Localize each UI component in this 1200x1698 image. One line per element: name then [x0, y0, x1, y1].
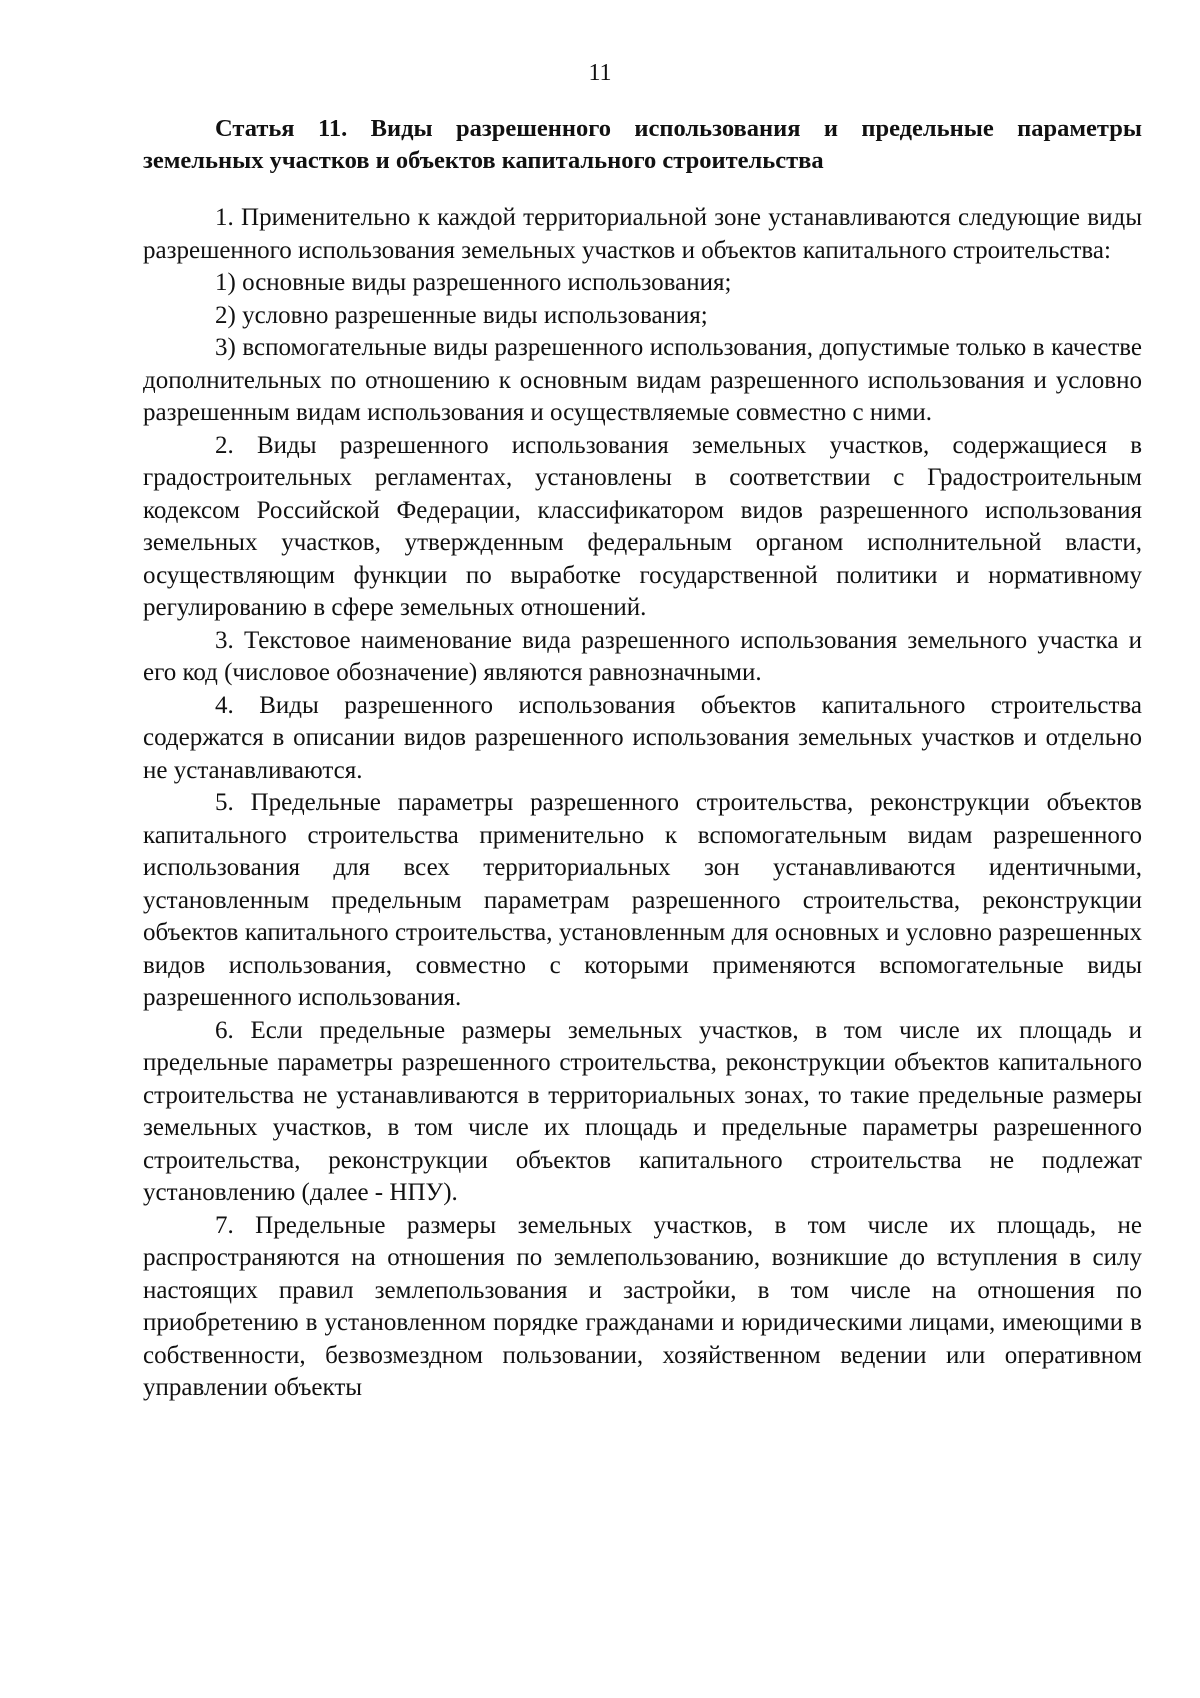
article-content: [143, 113, 1142, 1405]
paragraph-5: 5. Предельные параметры разрешенного строительства, реконструкции объектов капитального строительства применительно к вспомогательным видам разрешенного использования для всех территориальных зон устанавливаются идентичными, установленным предельным параметрам разрешенного строительства, реконструкции объектов капитального строительства, установленным для основных и условно разрешенных видов использования, совместно с которыми применяются вспомогательные виды разрешенного использования.: [143, 789, 1142, 1011]
paragraph-7: 7. Предельные размеры земельных участков, в том числе их площадь, не распространяются на отношения по землепользованию, возникшие до вступления в силу настоящих правил землепользования и застройки, в том числе на отношения по приобретению в установленном порядке гражданами и юридическими лицами, имеющими в собственности, безвозмездном пользовании, хозяйственном ведении или оперативном управлении объекты: [143, 1211, 1142, 1401]
paragraph-4: 4. Виды разрешенного использования объектов капитального строительства содержатся в описании видов разрешенного использования земельных участков и отдельно не устанавливаются.: [143, 691, 1142, 784]
paragraph-3: 3. Текстовое наименование вида разрешенного использования земельного участка и его код (числовое обозначение) являются равнозначными.: [143, 626, 1142, 686]
page-number: 11: [588, 60, 612, 86]
list-item-1: 1) основные виды разрешенного использования;: [215, 269, 732, 296]
paragraph-2: 2. Виды разрешенного использования земельных участков, содержащиеся в градостроительных регламентах, установлены в соответствии с Градостроительным кодексом Российской Федерации, классификатором видов разрешенного использования земельных участков, утвержденным федеральным органом исполнительной власти, осуществляющим функции по выработке государственной политики и нормативному регулированию в сфере земельных отношений.: [143, 431, 1142, 621]
paragraph-6: 6. Если предельные размеры земельных участков, в том числе их площадь и предельные параметры разрешенного строительства, реконструкции объектов капитального строительства не устанавливаются в территориальных зонах, то такие предельные размеры земельных участков, в том числе их площадь и предельные параметры разрешенного строительства, реконструкции объектов капитального строительства не подлежат установлению (далее - НПУ).: [143, 1016, 1142, 1206]
article-heading: Статья 11. Виды разрешенного использования и предельные параметры земельных участков и объектов капитального строительства: [143, 115, 1142, 174]
list-item-3: 3) вспомогательные виды разрешенного использования, допустимые только в качестве дополнительных по отношению к основным видам разрешенного использования и условно разрешенным видам использования и осуществляемые совместно с ними.: [143, 334, 1142, 426]
paragraph-1: 1. Применительно к каждой территориальной зоне устанавливаются следующие виды разрешенного использования земельных участков и объектов капитального строительства:: [143, 204, 1142, 264]
list-item-2: 2) условно разрешенные виды использования;: [215, 301, 708, 329]
